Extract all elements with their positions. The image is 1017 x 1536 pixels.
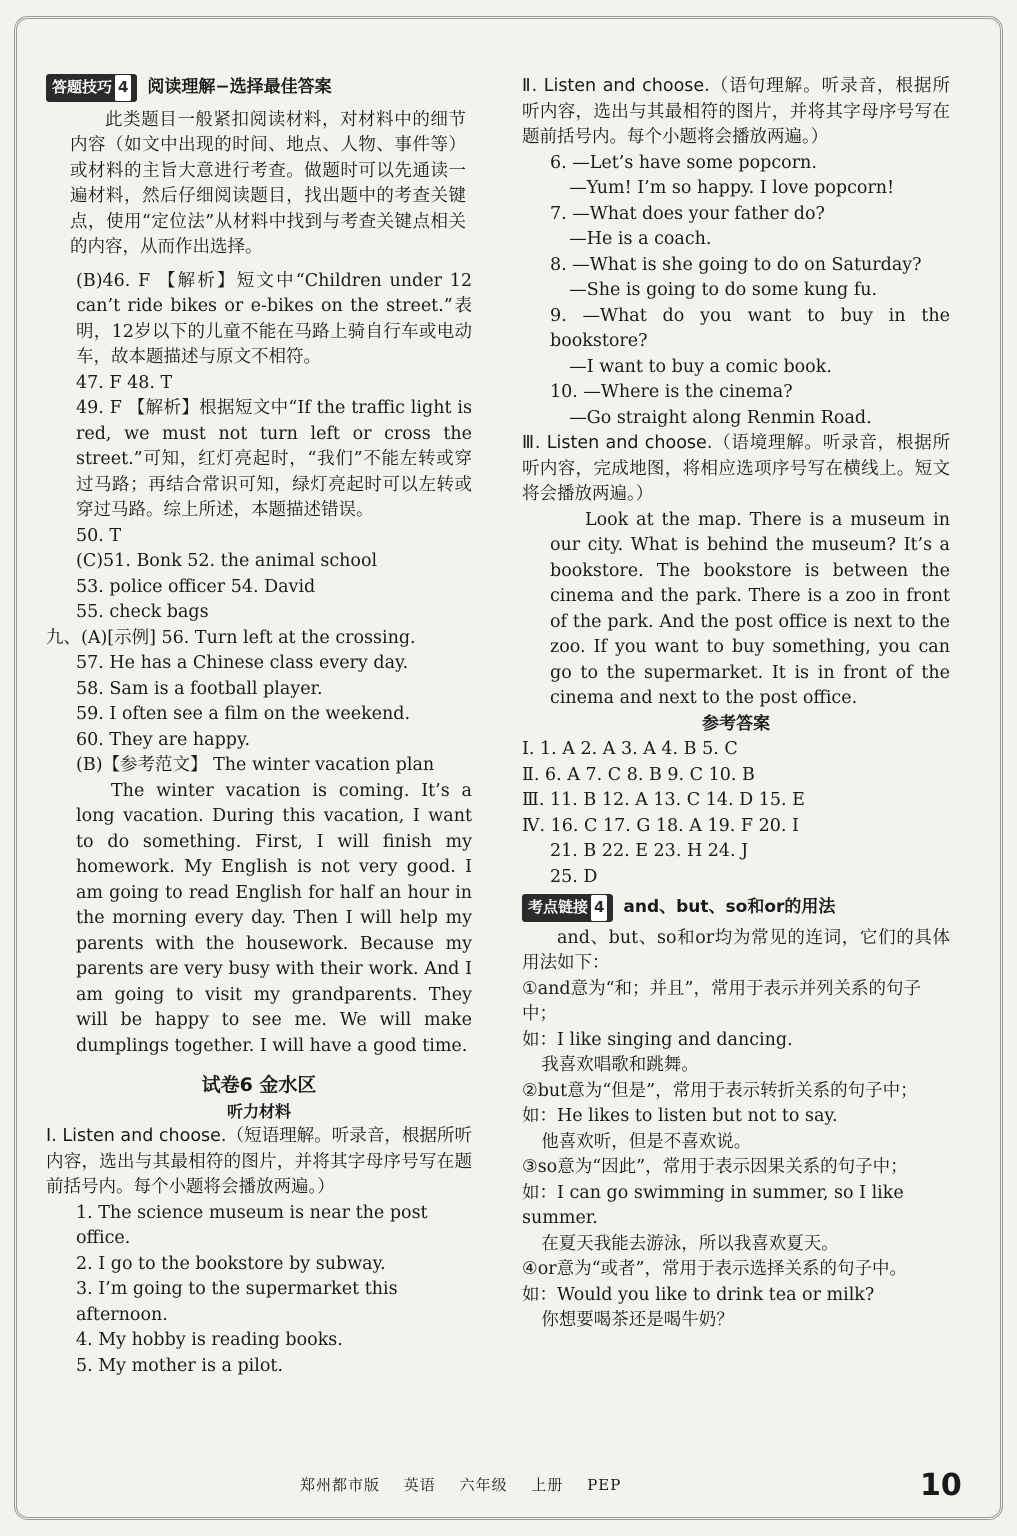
link-intro: and、but、so和or均为常见的连词，它们的具体用法如下： — [522, 927, 950, 973]
link-badge: 考点链接 4 — [522, 894, 613, 922]
list-item: 1. The science museum is near the post office. — [76, 1202, 428, 1248]
listening-title: 听力材料 — [226, 1101, 291, 1121]
dialog-line: —I want to buy a comic book. — [569, 356, 832, 377]
section-3-text: Look at the map. There is a museum in our city. What is behind the museum? It’s a bookstore. The bookstore is between the cinema and the park. There is a zoo in front of the park. And the post office is next to the zoo. If you want to buy something, you can go to the supermarket. It is in front of the cinema and next to the post office. — [550, 509, 950, 708]
link-header — [522, 894, 950, 922]
list-item: 4. My hobby is reading books. — [76, 1330, 343, 1350]
answer-c-line3: 55. check bags — [76, 602, 209, 622]
usage-rule: ①and意为“和；并且”，常用于表示并列关系的句子中； — [522, 978, 921, 1024]
usage-translation: 他喜欢听，但是不喜欢说。 — [541, 1131, 752, 1152]
footer-publisher: PEP — [587, 1476, 622, 1494]
answer-c-line2: 53. police officer 54. David — [76, 576, 316, 597]
dialog-line: —He is a coach. — [569, 229, 712, 249]
section-3-heading: Ⅲ. Listen and choose.（语境理解。听录音，根据所听内容，完成地图，将相应选项序号写在横线上。短文将会播放两遍。） — [522, 433, 950, 504]
answer-60: 60. They are happy. — [76, 729, 251, 750]
usage-example: 如：I like singing and dancing. — [522, 1029, 793, 1050]
list-item: 5. My mother is a pilot. — [76, 1355, 284, 1376]
essay-body: The winter vacation is coming. It’s a long vacation. During this vacation, I want to do something. First, I will finish my homework. My English is not very good. I am going to read English for half an hour in the morning every day. Then I will help my parents with the housework. Because my parents are very busy with their work. And I am going to visit my grandparents. They will be happy to see me. We will make dumplings together. I will have a good time. — [76, 780, 472, 1056]
usage-rule: ③so意为“因此”，常用于表示因果关系的句子中； — [522, 1157, 908, 1177]
answer-row: 21. B 22. E 23. H 24. J — [550, 841, 749, 861]
section-2-heading: Ⅱ. Listen and choose.（语句理解。听录音，根据所听内容，选出与其最相符的图片，并将其字母序号写在题前括号内。每个小题将会播放两遍。） — [522, 76, 950, 147]
dialog-line: 8. —What is she going to do on Saturday? — [550, 254, 922, 275]
footer-grade: 六年级 — [459, 1476, 508, 1494]
answer-row: Ⅰ. 1. A 2. A 3. A 4. B 5. C — [522, 739, 738, 759]
answers-title: 参考答案 — [702, 713, 770, 734]
answer-49: 49. F 【解析】根据短文中“If the traffic light is red, we must not turn left or cross the street.”可知，红灯亮起时，“我们”不能左转或穿过马路；再结合常识可知，绿灯亮起时可以左转或穿过马路。综上所述，本题描述错误。 — [76, 398, 472, 520]
section-2-items — [522, 151, 950, 432]
usage-translation: 在夏天我能去游泳，所以我喜欢夏天。 — [541, 1233, 839, 1254]
tip-title: 阅读理解−选择最佳答案 — [147, 77, 332, 97]
right-column — [522, 74, 950, 1334]
footer-edition: 郑州都市版 — [300, 1476, 381, 1494]
dialog-line: —Go straight along Renmin Road. — [569, 407, 872, 428]
usage-translation: 我喜欢唱歌和跳舞。 — [541, 1055, 699, 1075]
footer — [300, 1474, 639, 1495]
list-item: 3. I’m going to the supermarket this afternoon. — [76, 1279, 398, 1325]
answer-key — [522, 737, 950, 890]
page-number: 10 — [920, 1468, 962, 1503]
essay-heading: (B)【参考范文】 The winter vacation plan — [76, 755, 435, 775]
answer-row: Ⅲ. 11. B 12. A 13. C 14. D 15. E — [522, 790, 805, 810]
tip-header — [46, 74, 472, 102]
list-item: 2. I go to the bookstore by subway. — [76, 1253, 386, 1274]
answer-47-48: 47. F 48. T — [76, 372, 173, 393]
footer-subject: 英语 — [403, 1476, 436, 1494]
answer-row: Ⅳ. 16. C 17. G 18. A 19. F 20. I — [522, 815, 799, 836]
answer-46: (B)46. F 【解析】短文中“Children under 12 can’t ride bikes or e-bikes on the street.”表明，12岁以下的儿童不能在马路上骑自行车或电动车，故本题描述与原文不相符。 — [76, 270, 472, 367]
answer-50: 50. T — [76, 525, 122, 546]
section-1-items — [46, 1201, 472, 1380]
usage-rule: ②but意为“但是”，常用于表示转折关系的句子中； — [522, 1080, 918, 1101]
answer-58: 58. Sam is a football player. — [76, 678, 323, 699]
dialog-line: 10. —Where is the cinema? — [550, 382, 793, 402]
usage-translation: 你想要喝茶还是喝牛奶？ — [541, 1310, 734, 1330]
usage-rule: ④or意为“或者”，常用于表示选择关系的句子中。 — [522, 1259, 907, 1279]
answer-57: 57. He has a Chinese class every day. — [76, 653, 409, 673]
dialog-line: —Yum! I’m so happy. I love popcorn! — [569, 178, 895, 198]
section-1-heading: Ⅰ. Listen and choose.（短语理解。听录音，根据所听内容，选出与其最相符的图片，并将其字母序号写在题前括号内。每个小题将会播放两遍。） — [46, 1126, 472, 1197]
left-column — [46, 74, 472, 1379]
footer-volume: 上册 — [531, 1476, 564, 1494]
usage-example: 如：I can go swimming in summer, so I like summer. — [522, 1182, 904, 1228]
answer-59: 59. I often see a film on the weekend. — [76, 704, 411, 724]
paper-title: 试卷6 金水区 — [201, 1074, 317, 1096]
dialog-line: —She is going to do some kung fu. — [569, 280, 878, 300]
usage-example: 如：Would you like to drink tea or milk? — [522, 1284, 875, 1305]
answer-row: 25. D — [550, 866, 598, 887]
link-title: and、but、so和or的用法 — [623, 897, 836, 917]
answer-c-line1: (C)51. Bonk 52. the animal school — [76, 551, 378, 571]
link-items — [522, 977, 950, 1334]
dialog-line: 7. —What does your father do? — [550, 203, 825, 224]
answer-56: 九、(A)[示例] 56. Turn left at the crossing. — [46, 627, 416, 648]
usage-example: 如：He likes to listen but not to say. — [522, 1106, 838, 1126]
dialog-line: 9. —What do you want to buy in the bookstore? — [550, 305, 950, 351]
dialog-line: 6. —Let’s have some popcorn. — [550, 152, 817, 173]
answer-row: Ⅱ. 6. A 7. C 8. B 9. C 10. B — [522, 764, 755, 785]
tip-body: 此类题目一般紧扣阅读材料，对材料中的细节内容（如文中出现的时间、地点、人物、事件等）或材料的主旨大意进行考查。做题时可以先通读一遍材料，然后仔细阅读题目，找出题中的考查关键点，使用“定位法”从材料中找到与考查关键点相关的内容，从而作出选择。 — [70, 109, 466, 257]
tip-badge: 答题技巧 4 — [46, 74, 137, 102]
